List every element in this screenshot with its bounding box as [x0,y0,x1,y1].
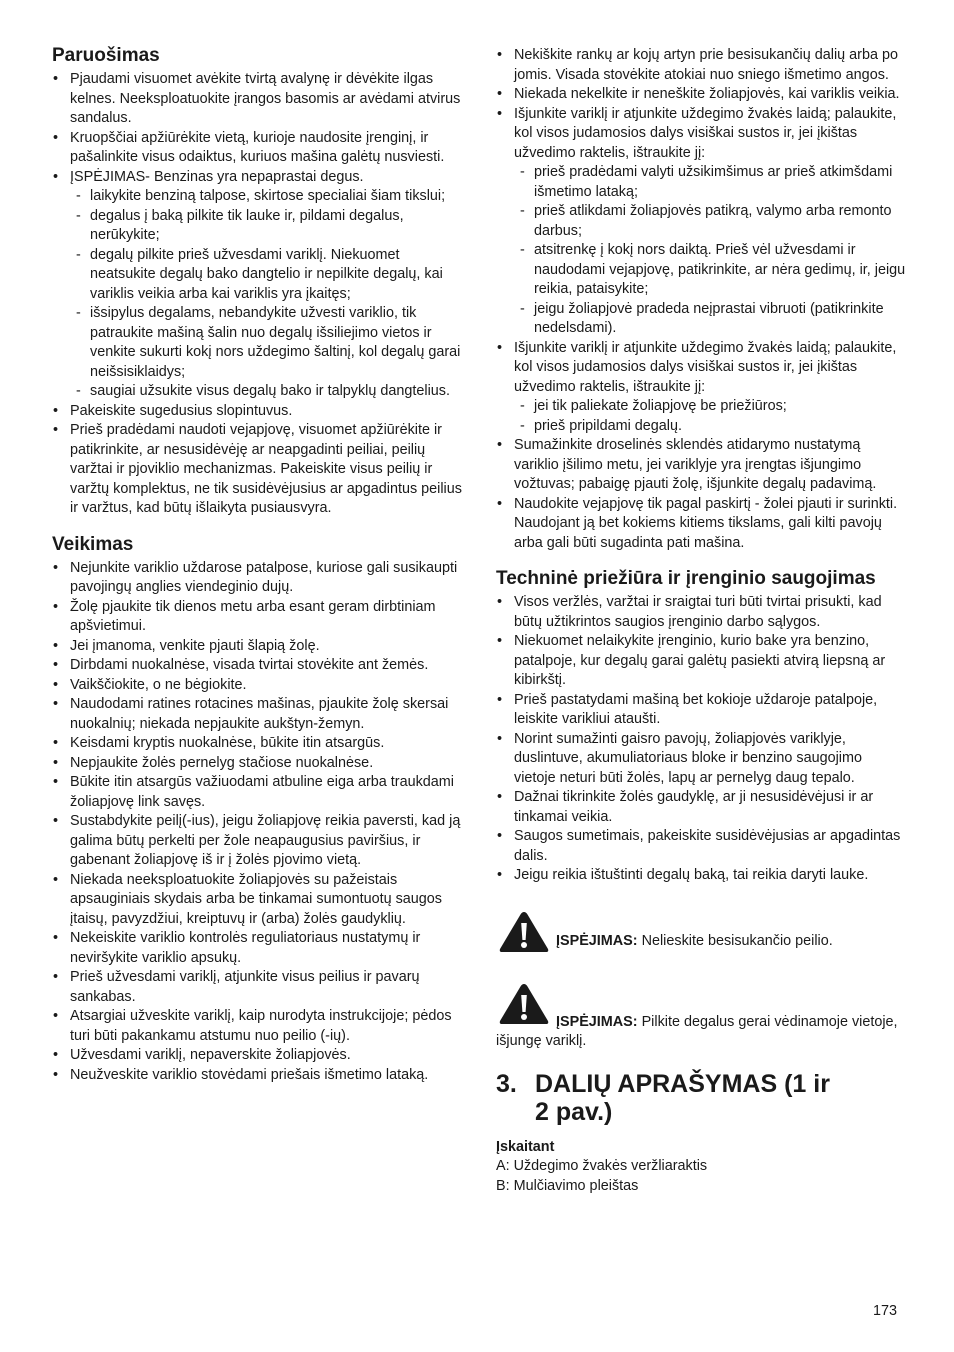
list-item: • Norint sumažinti gaisro pavojų, žoliapjovės variklyje, duslintuve, akumuliatoriaus bloke ir benzino saugojimo vietoje neturi būti žolės, lapų ar pernelyg daug tepalo. [496,730,906,789]
list-item: • Keisdami kryptis nuokalnėse, būkite itin atsargūs. [52,734,462,754]
chapter-title: DALIŲ APRAŠYMAS (1 ir 2 pav.) [535,1069,830,1126]
list-item: • Išjunkite variklį ir atjunkite uždegimo žvakės laidą; palaukite, kol visos judamosios dalys visiškai sustos ir, jei įkištas užvedimo raktelis, ištraukite jį: [496,339,906,398]
list-item: • Nekiškite rankų ar kojų artyn prie besisukančių dalių arba po jomis. Visada stovėkite atokiai nuo sniego išmetimo angos. [496,46,906,85]
list-item: • Nejunkite variklio uždarose patalpose, kuriose gali susikaupti pavojingų anglies viendeginio dujų. [52,559,462,598]
sub-list-item: - saugiai užsukite visus degalų bako ir talpyklų dangtelius. [52,382,462,402]
left-column [52,44,462,1085]
list-item: • Niekuomet nelaikykite įrenginio, kurio bake yra benzino, patalpoje, kur degalų garai galėtų pasiekti atvirą liepsną ar kibirkštį. [496,632,906,691]
list-item: • Vaikščiokite, o ne bėgiokite. [52,676,462,696]
list-item: • Prieš užvesdami variklį, atjunkite visus peilius ir pavarų sankabas. [52,968,462,1007]
list-item: • Visos veržlės, varžtai ir sraigtai turi būti tvirtai prisukti, kad būtų užtikrintos saugios įrenginio darbo sąlygos. [496,593,906,632]
including-title: Įskaitant [496,1138,555,1155]
warning-triangle-icon [498,982,550,1026]
warning-text: Nelieskite besisukančio peilio. [637,932,833,949]
list-item: • Saugos sumetimais, pakeiskite susidėvėjusias ar apgadintas dalis. [496,827,906,866]
sub-list-item: - prieš pradėdami valyti užsikimšimus ar prieš atkimšdami išmetimo lataką; [496,163,906,202]
list-item: • Žolę pjaukite tik dienos metu arba esant geram dirbtiniam apšvietimui. [52,598,462,637]
maintenance-list [496,593,906,886]
sub-list-item: - prieš atlikdami žoliapjovės patikrą, valymo arba remonto darbus; [496,202,906,241]
list-item: • Prieš pradėdami naudoti vejapjovę, visuomet apžiūrėkite ir patikrinkite, ar nesusidėvėję ar neapgadinti peiliai, peilių varžtai ir pjoviklio mechanizmas. Pakeiskite visus peilių ir varžtų komplektus, ne tik susidėvėjusius ar apgadintus peilius ir varžtus, kad būtų išlaikyta pusiausvyra. [52,421,462,519]
list-item: • Dirbdami nuokalnėse, visada tvirtai stovėkite ant žemės. [52,656,462,676]
sub-list-item: - išsipylus degalams, nebandykite užvesti variklio, tik patraukite mašiną šalin nuo degalų išsiliejimo vietos ir venkite sukurti kokį nors uždegimo šaltinį, kol degalų garai neišsisiklaidys; [52,304,462,382]
list-item: • Niekada neeksploatuokite žoliapjovės su pažeistais apsauginiais skydais arba be tinkamai sumontuotų saugos įtaisų, pavyzdžiui, kreiptuvų ir (arba) žolės gaudyklių. [52,871,462,930]
sub-list-item: - degalų pilkite prieš užvesdami variklį. Niekuomet neatsukite degalų bako dangtelio ir nepilkite degalų, kai variklis veikia arba kai variklis yra įkaitęs; [52,246,462,305]
page-number: 173 [873,1303,898,1319]
list-item: • Pjaudami visuomet avėkite tvirtą avalynę ir dėvėkite ilgas kelnes. Neeksploatuokite įrangos basomis ar avėdami atvirus sandalus. [52,70,462,129]
chapter-number: 3. [496,1069,517,1098]
list-item: • Jeigu reikia ištuštinti degalų baką, tai reikia daryti lauke. [496,866,906,886]
including-item-a: A: Uždegimo žvakės veržliaraktis [496,1158,708,1174]
operation-list-continued [496,46,906,553]
list-item: • Sumažinkite droselinės sklendės atidarymo nustatymą variklio įšilimo metu, jei variklyje yra įrengtas išjungimo vožtuvas; pabaigę pjauti žolę, išjunkite degalų padavimą. [496,436,906,495]
sub-list-item: - prieš pripildami degalų. [496,417,906,437]
warning-fuel [496,982,906,1052]
list-item: • Niekada nekelkite ir neneškite žoliapjovės, kai variklis veikia. [496,85,906,105]
list-item: • Prieš pastatydami mašiną bet kokioje uždaroje patalpoje, leiskite varikliui ataušti. [496,691,906,730]
section-title-operation: Veikimas [52,533,134,555]
including-item-b: B: Mulčiavimo pleištas [496,1177,639,1194]
list-item: • Neužveskite variklio stovėdami priešais išmetimo lataką. [52,1066,462,1086]
right-column [496,46,906,1196]
sub-list-item: - atsitrenkę į kokį nors daiktą. Prieš vėl užvesdami ir naudodami vejapjovę, patikrinkite, ar nėra gedimų, ir, jeigu reikia, pataisykite; [496,241,906,300]
sub-list-item: - jei tik paliekate žoliapjovę be priežiūros; [496,397,906,417]
list-item: • Išjunkite variklį ir atjunkite uždegimo žvakės laidą; palaukite, kol visos judamosios dalys visiškai sustos ir, jei įkištas užvedimo raktelis, ištraukite jį: [496,105,906,164]
warning-label: ĮSPĖJIMAS: [556,932,638,949]
list-item: • Naudokite vejapjovę tik pagal paskirtį - žolei pjauti ir surinkti. Naudojant ją bet kokiems kitiems tikslams, gali kilti pavojų arba gali būti sugadinta pati mašina. [496,495,906,554]
list-item: • ĮSPĖJIMAS- Benzinas yra nepaprastai degus. [52,168,462,188]
list-item: • Būkite itin atsargūs važiuodami atbuline eiga arba traukdami žoliapjovę link savęs. [52,773,462,812]
chapter-heading [496,1070,906,1126]
list-item: • Sustabdykite peilį(-ius), jeigu žoliapjovę reikia paversti, kad ją galima būtų perkelti per žole neapaugusius paviršius, ir gabenant žoliapjovę iš ir į žolės pjovimo vietą. [52,812,462,871]
warning-blade [496,900,906,972]
preparation-list [52,70,462,519]
section-title-maintenance: Techninė priežiūra ir įrenginio saugojimas [496,568,876,589]
warning-label: ĮSPĖJIMAS: [556,1013,638,1030]
sub-list-item: - jeigu žoliapjovė pradeda neįprastai vibruoti (patikrinkite nedelsdami). [496,300,906,339]
list-item: • Nepjaukite žolės pernelyg stačiose nuokalnėse. [52,754,462,774]
list-item: • Dažnai tikrinkite žolės gaudyklę, ar ji nesusidėvėjusi ir ar tinkamai veikia. [496,788,906,827]
list-item: • Pakeiskite sugedusius slopintuvus. [52,402,462,422]
operation-list [52,559,462,1086]
list-item: • Jei įmanoma, venkite pjauti šlapią žolę. [52,637,462,657]
list-item: • Kruopščiai apžiūrėkite vietą, kurioje naudosite įrenginį, ir pašalinkite visus odaiktus, kuriuos mašina galėtų nusviesti. [52,129,462,168]
section-title-preparation: Paruošimas [52,45,160,66]
list-item: • Nekeiskite variklio kontrolės reguliatoriaus nustatymų ir neviršykite variklio apsukų. [52,929,462,968]
warning-triangle-icon [498,910,550,954]
list-item: • Užvesdami variklį, nepaverskite žoliapjovės. [52,1046,462,1066]
warning-text: Pilkite degalus gerai vėdinamoje vietoje, išjungę variklį. [496,1013,898,1049]
list-item: • Naudodami ratines rotacines mašinas, pjaukite žolę skersai nuokalnių; niekada nepjaukite aukštyn-žemyn. [52,695,462,734]
sub-list-item: - laikykite benziną talpose, skirtose specialiai šiam tikslui; [52,187,462,207]
list-item: • Atsargiai užveskite variklį, kaip nurodyta instrukcijoje; pėdos turi būti pakankamu atstumu nuo peilio (-ių). [52,1007,462,1046]
sub-list-item: - degalus į baką pilkite tik lauke ir, pildami degalus, nerūkykite; [52,207,462,246]
